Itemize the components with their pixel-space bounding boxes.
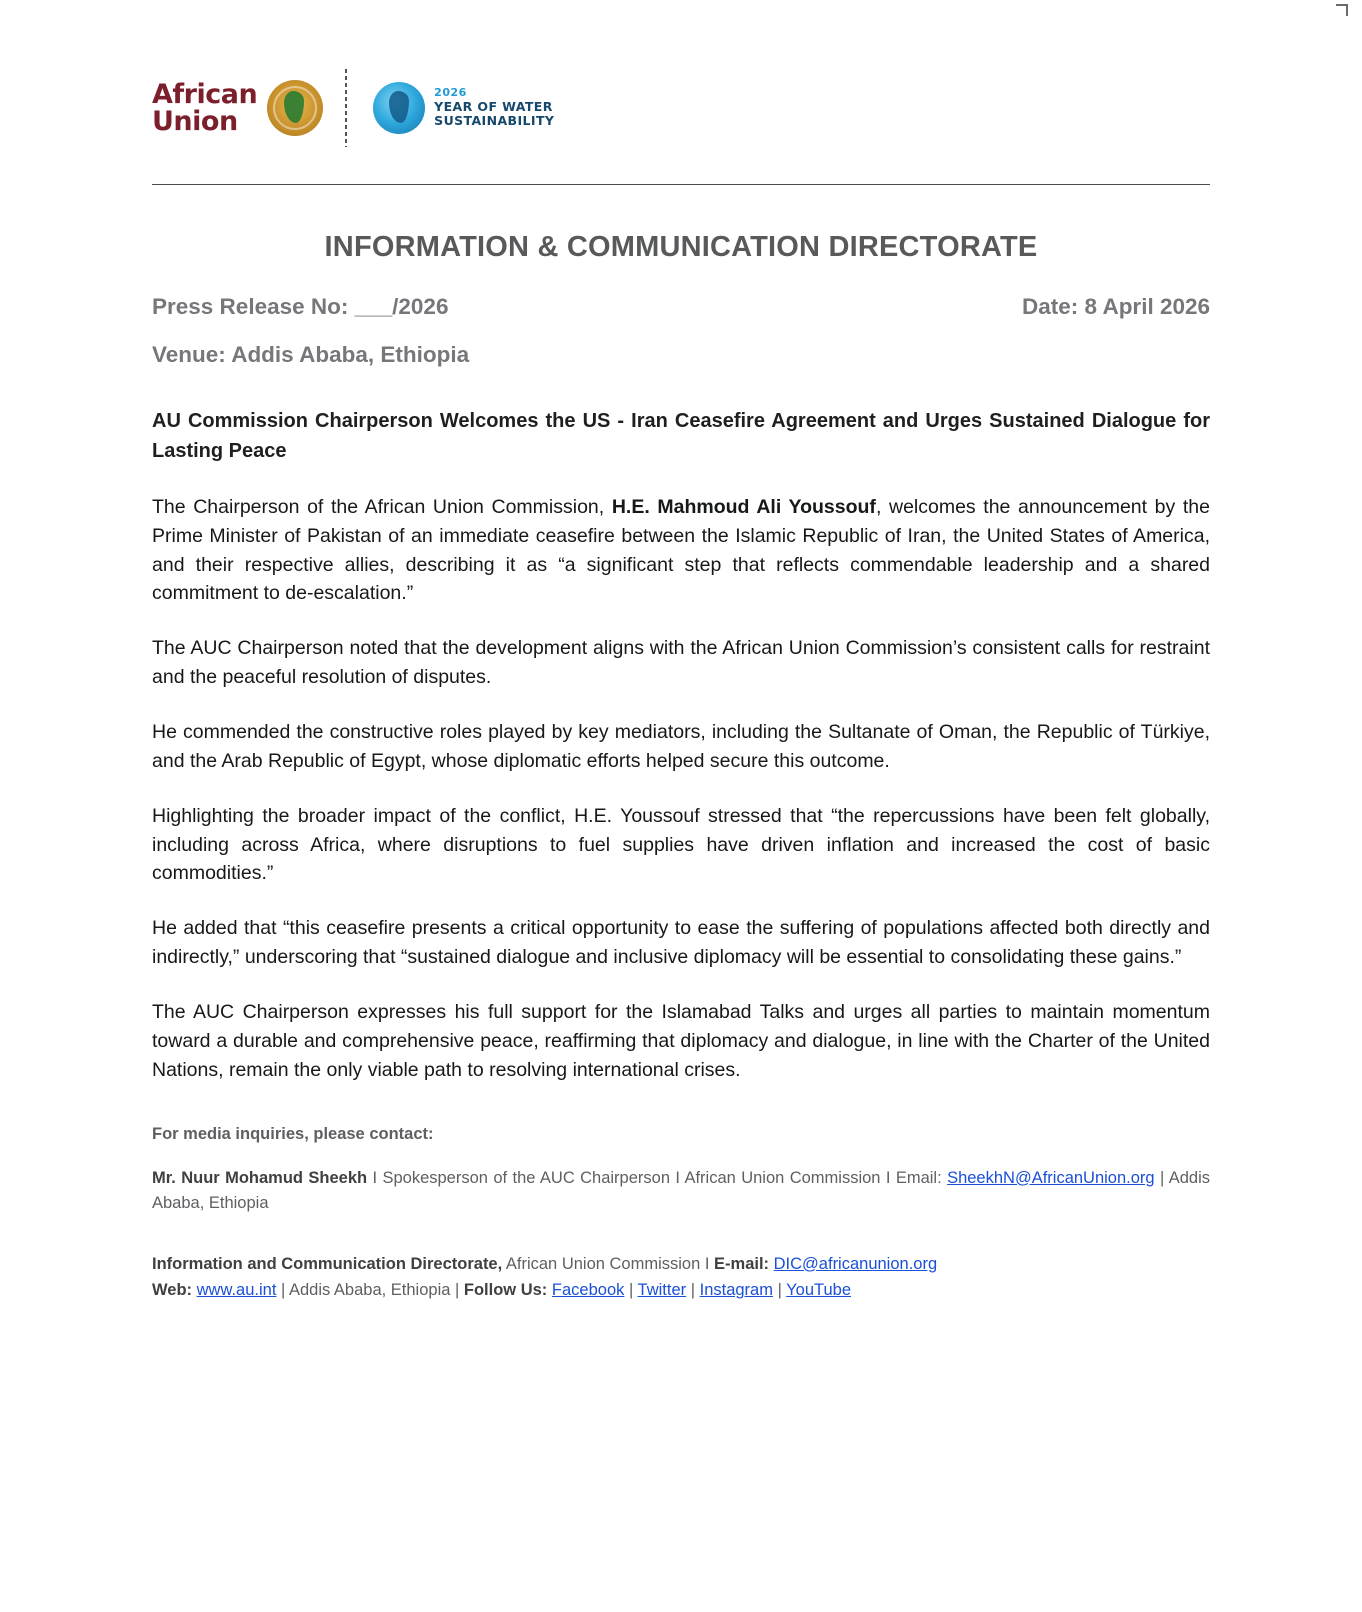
media-inquiries-heading: For media inquiries, please contact: [152, 1124, 434, 1143]
press-release-date: Date: 8 April 2026 [1022, 294, 1210, 319]
logo-row [152, 0, 1210, 156]
paragraph-1 [152, 493, 1210, 608]
spokesperson-role: I Spokesperson of the AUC Chairperson I African Union Commission I Email: [367, 1168, 948, 1187]
paragraph-2: The AUC Chairperson noted that the development aligns with the African Union Commission’s consistent calls for restraint and the peaceful resolution of disputes. [152, 637, 1210, 689]
logo-divider [345, 69, 347, 147]
au-wordmark-line2: Union [152, 106, 238, 137]
footer-contact: Information and Communication Directorate, African Union Commission I E-mail: DIC@africanunion.org Web: www.au.int | Addis Ababa, Ethiopia | Follow Us: Facebook | Twitter | Instagram | YouTube [152, 1254, 938, 1300]
footer-email-label: E-mail: [714, 1254, 770, 1273]
footer-web-link[interactable]: www.au.int [196, 1281, 277, 1300]
header-divider [152, 184, 1210, 185]
paragraph-1-rest: , welcomes the announcement by the Prime Minister of Pakistan of an immediate ceasefire between the Islamic Republic of Iran, the United States of America, and their respective allies, describing it as “a significant step that reflects commendable leadership and a shared commitment to de-escalation.” [152, 495, 1210, 605]
paragraph-5: He added that “this ceasefire presents a critical opportunity to ease the suffering of populations affected both directly and indirectly,” underscoring that “sustained dialogue and inclusive diplomacy will be essential to consolidating these gains.” [152, 917, 1210, 969]
african-union-wordmark [152, 81, 257, 135]
water-line2: SUSTAINABILITY [434, 113, 555, 129]
press-release-number: Press Release No: ___/2026 [152, 294, 449, 319]
social-link-youtube[interactable]: YouTube [786, 1281, 851, 1300]
media-contact [152, 1166, 1210, 1217]
paragraph-6: The AUC Chairperson expresses his full support for the Islamabad Talks and urges all parties to maintain momentum toward a durable and comprehensive peace, reaffirming that diplomacy and dialogue, in line with the Charter of the United Nations, remain the only viable path to resolving international crises. [152, 1000, 1210, 1081]
footer-org: African Union Commission I [502, 1254, 715, 1273]
water-globe-icon [373, 82, 425, 134]
footer-follow-label: Follow Us: [463, 1281, 548, 1300]
year-of-water-wordmark [434, 87, 554, 128]
water-year: 2026 [434, 86, 467, 100]
footer-location: | Addis Ababa, Ethiopia | [276, 1281, 464, 1300]
paragraph-3: He commended the constructive roles played by key mediators, including the Sultanate of Oman, the Republic of Türkiye, and the Arab Republic of Egypt, whose diplomatic efforts helped secure this outcome. [152, 720, 1210, 772]
au-wordmark-line1: African [152, 79, 258, 110]
press-release-venue: Venue: Addis Ababa, Ethiopia [152, 342, 470, 367]
paragraph-1-lead: The Chairperson of the African Union Commission, [152, 495, 612, 518]
spokesperson-location: | Addis Ababa, Ethiopia [152, 1168, 1211, 1213]
headline: AU Commission Chairperson Welcomes the US - Iran Ceasefire Agreement and Urges Sustained Dialogue for Lasting Peace [152, 410, 1210, 463]
social-link-instagram[interactable]: Instagram [699, 1281, 773, 1300]
african-union-emblem-icon [267, 80, 323, 136]
press-release-meta [152, 294, 1210, 320]
year-of-water-logo [373, 82, 554, 134]
bottom-spacer [152, 1304, 1210, 1454]
corner-crop-mark [1336, 4, 1348, 16]
social-link-twitter[interactable]: Twitter [637, 1281, 687, 1300]
footer-web-label: Web: [152, 1281, 193, 1300]
spokesperson-email-link[interactable]: SheekhN@AfricanUnion.org [947, 1168, 1155, 1187]
footer-directorate: Information and Communication Directorate, [152, 1254, 503, 1273]
african-union-logo [152, 80, 323, 136]
paragraph-4: Highlighting the broader impact of the conflict, H.E. Youssouf stressed that “the repercussions have been felt globally, including across Africa, where disruptions to fuel supplies have driven inflation and increased the cost of basic commodities.” [152, 804, 1210, 885]
chairperson-name: H.E. Mahmoud Ali Youssouf [611, 495, 876, 518]
footer-email-link[interactable]: DIC@africanunion.org [773, 1254, 938, 1273]
social-link-facebook[interactable]: Facebook [551, 1281, 625, 1300]
spokesperson-name: Mr. Nuur Mohamud Sheekh [152, 1168, 368, 1187]
directorate-title: INFORMATION & COMMUNICATION DIRECTORATE [324, 231, 1038, 263]
water-line1: YEAR OF WATER [434, 98, 553, 114]
